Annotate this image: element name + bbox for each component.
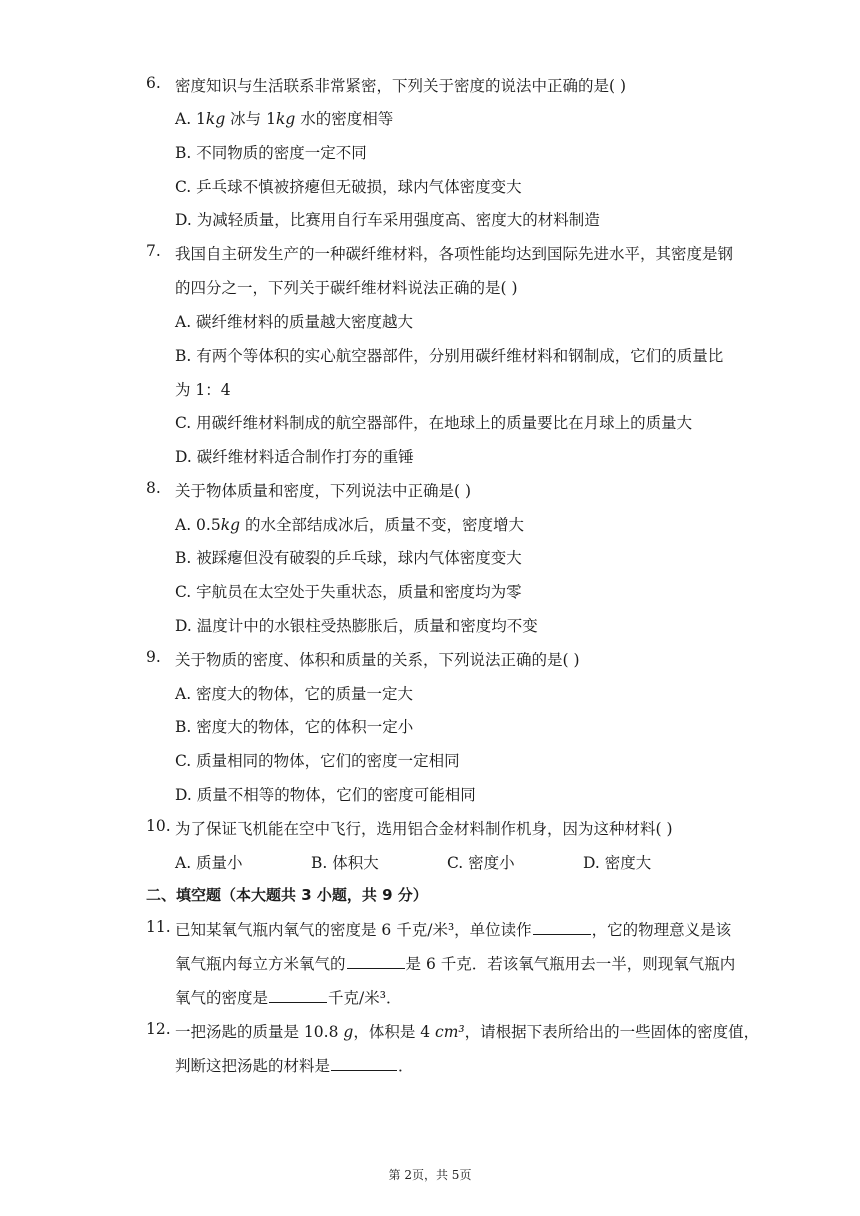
q6-a-unit1: kg	[205, 110, 226, 128]
q8-a-unit: kg	[220, 516, 241, 534]
q9-option-b: B. 密度大的物体，它的体积一定小	[175, 718, 414, 736]
q11-l3-text2: 千克/米³．	[328, 989, 402, 1007]
q7-option-b-line1: B. 有两个等体积的实心航空器部件，分别用碳纤维材料和钢制成，它们的质量比	[175, 347, 724, 365]
q11-l3-text1: 氧气的密度是	[175, 989, 269, 1007]
q6-option-b: B. 不同物质的密度一定不同	[175, 144, 367, 162]
q10-number: 10.	[146, 817, 171, 835]
q11-l2-text2: 是 6 千克．若该氧气瓶用去一半，则现氧气瓶内	[405, 955, 736, 973]
q12-l2-text2: ．	[398, 1057, 414, 1075]
q11-line1	[175, 918, 731, 940]
q11-blank-2[interactable]	[347, 954, 405, 969]
q7-option-c: C. 用碳纤维材料制成的航空器部件，在地球上的质量要比在月球上的质量大	[175, 414, 693, 432]
q7-stem-line2: 的四分之一，下列关于碳纤维材料说法正确的是( )	[175, 279, 518, 297]
q7-option-d: D. 碳纤维材料适合制作打夯的重锤	[175, 448, 414, 466]
q10-option-d: D. 密度大	[583, 854, 652, 872]
q10-stem: 为了保证飞机能在空中飞行，选用铝合金材料制作机身，因为这种材料( )	[175, 820, 673, 838]
q12-number: 12.	[146, 1020, 171, 1038]
q12-l1-text1: 一把汤匙的质量是 10.8	[175, 1023, 344, 1041]
q11-l1-text1: 已知某氧气瓶内氧气的密度是 6 千克/米³，单位读作	[175, 921, 532, 939]
q6-option-c: C. 乒乓球不慎被挤瘪但无破损，球内气体密度变大	[175, 178, 522, 196]
q10-option-a: A. 质量小	[175, 854, 243, 872]
q6-a-unit2: kg	[275, 110, 296, 128]
q8-option-b: B. 被踩瘪但没有破裂的乒乓球，球内气体密度变大	[175, 549, 522, 567]
q8-option-a	[175, 513, 524, 535]
q11-number: 11.	[146, 918, 171, 936]
q11-line3	[175, 986, 401, 1008]
q12-unit-g: g	[343, 1023, 354, 1041]
q6-stem: 密度知识与生活联系非常紧密，下列关于密度的说法中正确的是( )	[175, 77, 627, 95]
section-heading: 二、填空题（本大题共 3 小题，共 9 分）	[146, 886, 428, 904]
q6-a-text1: A. 1	[175, 110, 206, 128]
q6-a-text2: 冰与 1	[225, 110, 276, 128]
q8-option-c: C. 宇航员在太空处于失重状态，质量和密度均为零	[175, 583, 522, 601]
q8-stem: 关于物体质量和密度，下列说法中正确是( )	[175, 482, 472, 500]
q11-blank-3[interactable]	[269, 988, 327, 1003]
q12-l1-text3: ，请根据下表所给出的一些固体的密度值，	[464, 1023, 760, 1041]
q6-option-a	[175, 107, 393, 129]
q6-a-text3: 水的密度相等	[295, 110, 394, 128]
q8-option-d: D. 温度计中的水银柱受热膨胀后，质量和密度均不变	[175, 617, 538, 635]
q7-option-b-line2: 为 1：4	[175, 381, 231, 399]
q9-number: 9.	[146, 648, 161, 666]
q12-blank-1[interactable]	[331, 1056, 397, 1071]
q11-blank-1[interactable]	[533, 920, 591, 935]
q9-option-a: A. 密度大的物体，它的质量一定大	[175, 685, 414, 703]
q8-a-text2: 的水全部结成冰后，质量不变，密度增大	[240, 516, 524, 534]
q12-unit-cm: cm³	[435, 1023, 465, 1041]
q9-option-c: C. 质量相同的物体，它们的密度一定相同	[175, 752, 460, 770]
q6-number: 6.	[146, 74, 161, 92]
q10-option-b: B. 体积大	[311, 854, 379, 872]
q7-option-a: A. 碳纤维材料的质量越大密度越大	[175, 313, 414, 331]
page-footer: 第 2页，共 5页	[388, 1168, 472, 1182]
q7-number: 7.	[146, 242, 161, 260]
q10-option-c: C. 密度小	[447, 854, 515, 872]
q12-line2	[175, 1054, 414, 1076]
q12-l2-text1: 判断这把汤匙的材料是	[175, 1057, 331, 1075]
q8-number: 8.	[146, 479, 161, 497]
q12-line1	[175, 1020, 759, 1042]
q11-l2-text1: 氧气瓶内每立方米氧气的	[175, 955, 346, 973]
q9-stem: 关于物质的密度、体积和质量的关系，下列说法正确的是( )	[175, 651, 580, 669]
q11-l1-text2: ，它的物理意义是该	[591, 921, 732, 939]
q8-a-text1: A. 0.5	[175, 516, 221, 534]
q9-option-d: D. 质量不相等的物体，它们的密度可能相同	[175, 786, 476, 804]
q7-stem-line1: 我国自主研发生产的一种碳纤维材料，各项性能均达到国际先进水平，其密度是钢	[175, 245, 734, 263]
q12-l1-text2: ，体积是 4	[353, 1023, 436, 1041]
q6-option-d: D. 为减轻质量，比赛用自行车采用强度高、密度大的材料制造	[175, 211, 600, 229]
q11-line2	[175, 952, 735, 974]
